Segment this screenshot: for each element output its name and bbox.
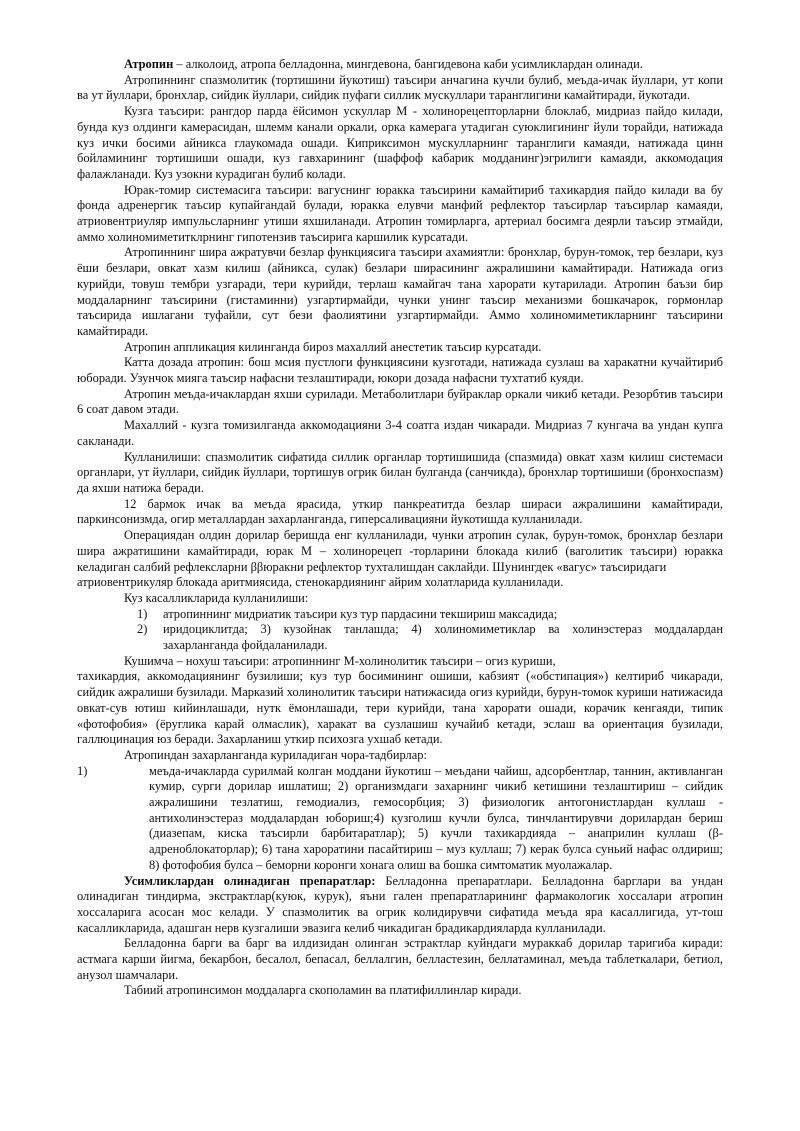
paragraph-eye-usage-heading: Куз касалликларида кулланилиши: bbox=[124, 590, 309, 605]
list-item-number: 1) bbox=[77, 763, 88, 778]
paragraph-cardio-effect: Юрак-томир системасига таъсири: вагуснинг юракка таъсирини камайтириб тахикардия пайдо килади ва бу фонда адренергик таъсир купайгандай булади, юракка елувчи манфий рефлектор таъсирлар таъсирлар камаяди, атриовентриуляр импульсларнинг утиши яхшиланади. Атропин томирларга, артериал босимга деярли таъсир этмайди, аммо холиномиметитклрнинг гипотензив таъсирига каршилик курсатади. bbox=[77, 182, 723, 244]
poisoning-measures-list bbox=[77, 764, 723, 874]
list-item-number: 1) bbox=[137, 606, 148, 621]
paragraph-application: Атропин аппликация килинганда бироз махаллий анестетик таъсир курсатади. bbox=[124, 339, 542, 354]
paragraph-side-effects-cont: тахикардия, аккомодациянинг бузилиши; куз тур босимининг ошиши, кабзият («обстипация») келтириб чикаради, сийдик ажралиши бузилади. Марказий холинолитик таъсири натижасида огиз курийди, бурун-томок куриши натижасида овкат-сув ютиш кийинлашади, нутк ёмонлашади, тери курийди, тана харорати ошади, корачик кенгаяди, типик «фотофобия» (ёруглика карай олмаслик), харакат ва сузлашиш кучайиб кетади, эслаш ва ориентация бузилади, галлюцинация юз беради. Захарланиш уткир психозга ухшаб кетади. bbox=[77, 669, 723, 747]
paragraph-av-block: атриовентрикуляр блокада аритмиясида, стенокардиянинг айрим холатларида кулланилади. bbox=[77, 575, 564, 590]
document-page bbox=[77, 57, 723, 999]
plant-preparations-text: Белладонна препаратлари. Белладонна барглари ва ундан олинадиган тиндирма, экстрактлар(куюк, курук), яъни гален препаратларининг фармакологик хоссалари атропин хоссаларига асосан мос келади. У спазмолитик ва огрик колидирувчи сифатида меъда яра касаллигида, ут-тош касалликларида, адашган нерв кузгалиши эвазига келиб чикадиган брадикардияларда кулланилади. bbox=[77, 873, 723, 935]
list-item bbox=[137, 607, 723, 623]
paragraph-local: Махаллий - кузга томизилганда аккомодацияни 3-4 соатга издан чикаради. Мидриаз 7 кунгача ва ундан купга сакланади. bbox=[77, 418, 723, 448]
list-item-text: меъда-ичакларда сурилмай колган моддани йукотиш – меъдани чайиш, адсорбентлар, таннин, активланган кумир, сурги дорилар ишлатиш; 2) организмдаги захарнинг чикиб кетишини тезлаштириш – сийдик ажралишини тезлатиш, гемодиализ, гемосорбция; 3) физиологик антогонистлардан куллаш - антихолинэстераз моддалардан юбориш;4) кузголиш кучли булса, тинчлантирувчи дорилардан бериш (диазепам, киска таъсирли барбитаратлар); 5) кучли тахикардияда – анаприлин куллаш (β-адреноблокаторлар); 6) тана хароратини пасайтириш – муз куллаш; 7) керак булса суньий нафас олдириш; 8) фотофобия булса – беморни коронги хонага олиш ва бошка симтоматик муолажалар. bbox=[149, 763, 723, 872]
paragraph-absorption: Атропин меъда-ичаклардан яхши сурилади. Метаболитлари буйраклар оркали чикиб кетади. Резорбтив таъсири 6 соат давом этади. bbox=[77, 386, 723, 417]
paragraph-poisoning-measures: Атропиндан захарланганда куриладиган чора-тадбирлар: bbox=[124, 747, 427, 762]
intro-text: – алколоид, атропа белладонна, мингдевона, бангидевона каби усимликлардан олинади. bbox=[173, 57, 643, 71]
paragraph-intro bbox=[77, 57, 723, 73]
paragraph-preoperative: Операциядан олдин дорилар беришда енг кулланилади, чунки атропин сулак, бурун-томок, бронхлар безлари шира ажратишини камайтиради, юрак М – холинорецеп -торларини блокада килиб (ваголитик таъсири) юракка келадиган салбий рефлексларни ββюракни рефлектор тухталишдан саклайди. Шунингдек «вагус» таъсиридаги bbox=[77, 528, 723, 574]
list-item-number: 2) bbox=[137, 622, 148, 637]
plant-preparations-heading: Усимликлардан олинадиган препаратлар: bbox=[124, 873, 376, 888]
paragraph-ulcer: 12 бармок ичак ва меъда ярасида, уткир панкреатитда безлар шираси ажралишини камайтиради, паркинсонизмда, огир металлардан захарланганда, гиперсаливацияни йукотишда кулланилади. bbox=[77, 496, 723, 527]
paragraph-spasmolytic: Атропиннинг спазмолитик (тортишини йукотиш) таъсири анчагина кучли булиб, меъда-ичак йуллари, ут копи ва ут йуллари, бронхлар, сийдик йуллари, сийдик пуфаги силлик мускуллари таранглигини камайтиради, йукотади. bbox=[77, 72, 723, 103]
list-item bbox=[137, 622, 723, 653]
list-item bbox=[77, 764, 723, 874]
paragraph-belladonna: Белладонна барги ва барг ва илдизидан олинган эстрактлар куйндаги мураккаб дорилар таригиба киради: астмага карши йигма, бекарбон, бесалол, бепасал, беллалгин, белластезин, беллатаминал, меъда таблеткалари, бетиол, анузол шамчалари. bbox=[77, 936, 723, 982]
paragraph-gland-effect: Атропиннинг шира ажратувчи безлар функциясига таъсири ахамиятли: бронхлар, бурун-томок, тер безлари, куз ёши безлари, овкат хазм килиш (айникса, сулак) безлари ширасининг ажралишини камайтиради. Натижада огиз курийди, товуш тембри узгаради, тери курийди, терлаш камайгач тана харорати кутарилади. Атропин баъзи бир моддаларнинг таъсирини (гистаминни) узгартирмайди, чунки унинг таъсир механизми бошкачарок, гормонлар таъсирида ишлагани туфайли, сут бези фаолиятини узгартирмайди. Аммо холиномиметикларнинг таъсирини камайтиради. bbox=[77, 245, 723, 338]
eye-usage-list bbox=[77, 607, 723, 654]
list-item-text: иридоциклитда; 3) кузойнак танлашда; 4) холиномиметиклар ва холинэстераз моддалардан захарланганда фойдаланилади. bbox=[163, 622, 723, 653]
paragraph-large-dose: Катта дозада атропин: бош мсия пустлоги функциясини кузготади, натижада сузлаш ва харакатни кучайтириб юборади. Узунчок мияга таъсир нафасни тезлаштиради, юкори дозада нафасни тухтатиб куяди. bbox=[77, 355, 723, 386]
paragraph-side-effects: Кушимча – нохуш таъсири: атропиннинг М-холинолитик таъсири – огиз куриши, bbox=[124, 653, 556, 668]
paragraph-eye-effect: Кузга таъсири: рангдор парда ёйсимон ускуллар М - холинорецепторларни блоклаб, мидриаз пайдо килади, бунда куз олдинги камерасидан, шлемм канали оркали, орка камерага утадиган суюклигининг йули торайди, натижада куз ички босими айникса глаукомада ошади. Киприксимон мускулларнинг таранглиги камаяди, натижада цинн бойламининг тортишиши ошади, куз гавхарининг (шаффоф кабарик модданинг)эгрилиги камаяди, аккомодация фалажланади. Куз узокни курадиган булиб колади. bbox=[77, 104, 723, 181]
list-item-text: атропиннинг мидриатик таъсири куз тур пардасини текшириш максадида; bbox=[163, 606, 558, 621]
term-atropine: Атропин bbox=[124, 57, 174, 71]
paragraph-usage: Кулланилиши: спазмолитик сифатида силлик органлар тортишишида (спазмида) овкат хазм килиш системаси органлари, ут йуллари, сийдик йуллари, тортишув огрик билан булганда (санчикда), бронхлар тортишиши (бронхоспазм) да яхши натижа беради. bbox=[77, 449, 723, 495]
paragraph-plant-preparations bbox=[77, 874, 723, 937]
paragraph-natural-atropines: Табиий атропинсимон моддаларга скополамин ва платифиллинлар киради. bbox=[124, 983, 522, 998]
